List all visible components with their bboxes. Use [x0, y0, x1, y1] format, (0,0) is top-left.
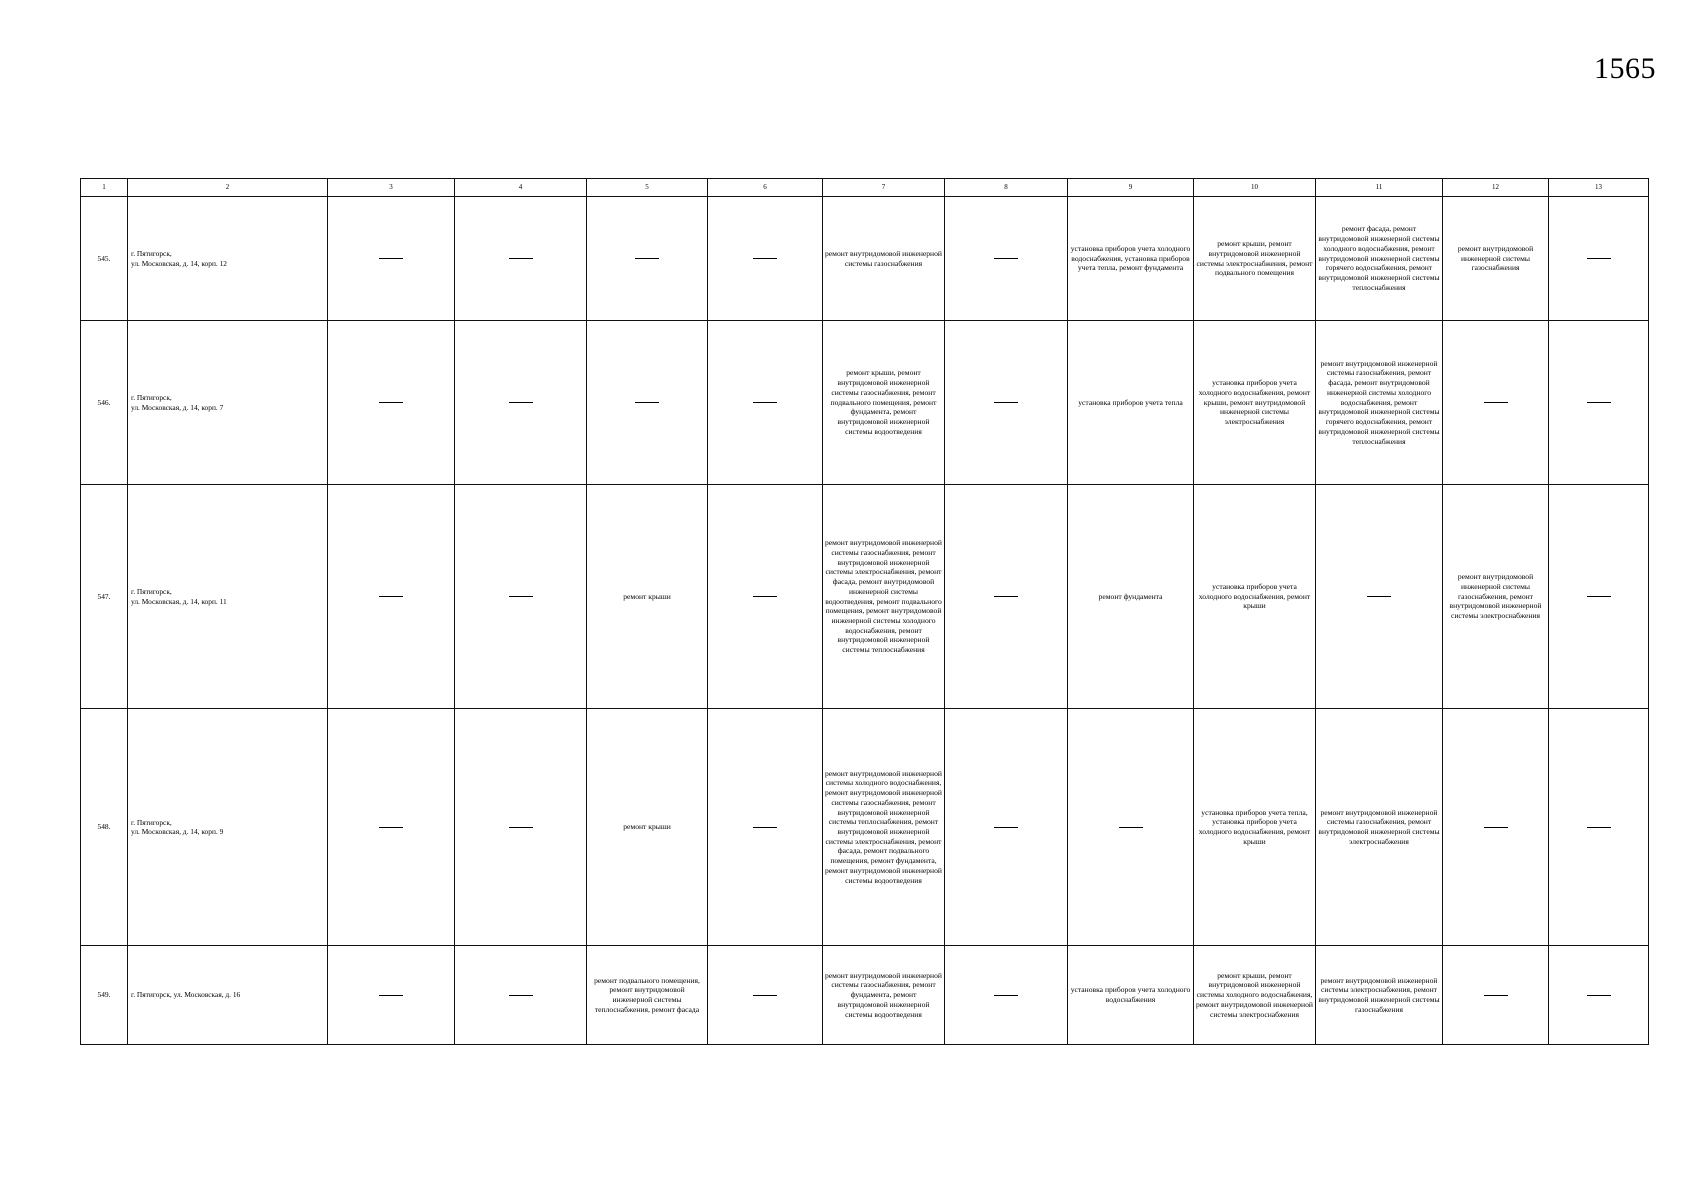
empty-cell	[1549, 709, 1649, 946]
dash-mark	[994, 258, 1018, 259]
works-cell: установка приборов учета тепла	[1068, 321, 1194, 485]
works-cell: ремонт внутридомовой инженерной системы газоснабжения, ремонт фундамента, ремонт внутридомовой инженерной системы водоотведения	[823, 946, 945, 1045]
column-header: 8	[945, 179, 1068, 197]
works-cell: ремонт внутридомовой инженерной системы электроснабжения, ремонт внутридомовой инженерной системы газоснабжения	[1316, 946, 1443, 1045]
address-cell	[128, 321, 328, 485]
column-header: 9	[1068, 179, 1194, 197]
works-cell: ремонт внутридомовой инженерной системы газоснабжения, ремонт внутридомовой инженерной системы электроснабжения	[1443, 485, 1549, 709]
empty-cell	[455, 197, 587, 321]
address-cell	[128, 485, 328, 709]
empty-cell	[328, 321, 455, 485]
works-cell: ремонт подвального помещения, ремонт внутридомовой инженерной системы теплоснабжения, ремонт фасада	[587, 946, 708, 1045]
dash-mark	[753, 258, 777, 259]
works-cell: ремонт крыши	[587, 485, 708, 709]
empty-cell	[328, 946, 455, 1045]
dash-mark	[509, 402, 533, 403]
empty-cell	[1068, 709, 1194, 946]
empty-cell	[587, 321, 708, 485]
dash-mark	[753, 995, 777, 996]
works-cell: ремонт внутридомовой инженерной системы газоснабжения	[1443, 197, 1549, 321]
dash-mark	[994, 402, 1018, 403]
row-number: 549.	[81, 946, 128, 1045]
works-cell: ремонт фундамента	[1068, 485, 1194, 709]
works-cell: ремонт внутридомовой инженерной системы холодного водоснабжения, ремонт внутридомовой инженерной системы газоснабжения, ремонт внутридомовой инженерной системы теплоснабжения, ремонт внутридомовой инженерной системы электроснабжения, ремонт фасада, ремонт подвального помещения, ремонт фундамента, ремонт внутридомовой инженерной системы водоотведения	[823, 709, 945, 946]
address-cell	[128, 709, 328, 946]
empty-cell	[328, 197, 455, 321]
address-line: ул. Московская, д. 14, корп. 7	[131, 402, 224, 412]
works-cell: установка приборов учета холодного водоснабжения, ремонт крыши	[1194, 485, 1316, 709]
address-line: г. Пятигорск, ул. Московская, д. 16	[131, 990, 241, 1000]
works-cell: ремонт фасада, ремонт внутридомовой инженерной системы холодного водоснабжения, ремонт внутридомовой инженерной системы горячего водоснабжения, ремонт внутридомовой инженерной системы теплоснабжения	[1316, 197, 1443, 321]
works-cell: ремонт внутридомовой инженерной системы газоснабжения, ремонт внутридомовой инженерной системы электроснабжения	[1316, 709, 1443, 946]
column-header: 12	[1443, 179, 1549, 197]
empty-cell	[945, 197, 1068, 321]
empty-cell	[708, 321, 823, 485]
column-header: 10	[1194, 179, 1316, 197]
works-cell: установка приборов учета тепла, установка приборов учета холодного водоснабжения, ремонт крыши	[1194, 709, 1316, 946]
dash-mark	[994, 596, 1018, 597]
empty-cell	[328, 485, 455, 709]
dash-mark	[753, 827, 777, 828]
empty-cell	[587, 197, 708, 321]
dash-mark	[379, 995, 403, 996]
column-header: 6	[708, 179, 823, 197]
dash-mark	[994, 995, 1018, 996]
column-header: 11	[1316, 179, 1443, 197]
dash-mark	[509, 995, 533, 996]
empty-cell	[1443, 709, 1549, 946]
address-cell	[128, 946, 328, 1045]
table-row	[81, 946, 1649, 1045]
empty-cell	[945, 709, 1068, 946]
table-row	[81, 485, 1649, 709]
empty-cell	[455, 321, 587, 485]
works-cell: ремонт крыши, ремонт внутридомовой инженерной системы холодного водоснабжения, ремонт внутридомовой инженерной системы электроснабжения	[1194, 946, 1316, 1045]
address-line: г. Пятигорск,	[131, 249, 172, 259]
empty-cell	[708, 197, 823, 321]
empty-cell	[1316, 485, 1443, 709]
empty-cell	[455, 485, 587, 709]
dash-mark	[379, 827, 403, 828]
empty-cell	[455, 946, 587, 1045]
row-number: 545.	[81, 197, 128, 321]
works-cell: установка приборов учета холодного водоснабжения, установка приборов учета тепла, ремонт фундамента	[1068, 197, 1194, 321]
dash-mark	[1587, 995, 1611, 996]
dash-mark	[753, 402, 777, 403]
column-header: 5	[587, 179, 708, 197]
row-number: 546.	[81, 321, 128, 485]
empty-cell	[1549, 197, 1649, 321]
column-number-row	[81, 179, 1649, 197]
address-line: г. Пятигорск,	[131, 817, 172, 827]
dash-mark	[1484, 827, 1508, 828]
address-line: г. Пятигорск,	[131, 587, 172, 597]
empty-cell	[708, 485, 823, 709]
empty-cell	[945, 946, 1068, 1045]
column-header: 13	[1549, 179, 1649, 197]
works-cell: ремонт внутридомовой инженерной системы газоснабжения, ремонт фасада, ремонт внутридомовой инженерной системы холодного водоснабжения, ремонт внутридомовой инженерной системы горячего водоснабжения, ремонт внутридомовой инженерной системы теплоснабжения	[1316, 321, 1443, 485]
empty-cell	[1443, 946, 1549, 1045]
works-cell: ремонт крыши, ремонт внутридомовой инженерной системы газоснабжения, ремонт подвального помещения, ремонт фундамента, ремонт внутридомовой инженерной системы водоотведения	[823, 321, 945, 485]
dash-mark	[379, 258, 403, 259]
register-table	[80, 178, 1649, 1045]
column-header: 2	[128, 179, 328, 197]
works-cell: ремонт внутридомовой инженерной системы газоснабжения	[823, 197, 945, 321]
column-header: 1	[81, 179, 128, 197]
page-number: 1565	[1594, 52, 1656, 85]
dash-mark	[635, 258, 659, 259]
table-row	[81, 197, 1649, 321]
table-row	[81, 321, 1649, 485]
works-cell: ремонт крыши	[587, 709, 708, 946]
dash-mark	[994, 827, 1018, 828]
dash-mark	[379, 596, 403, 597]
dash-mark	[1587, 596, 1611, 597]
address-cell	[128, 197, 328, 321]
row-number: 547.	[81, 485, 128, 709]
dash-mark	[1587, 402, 1611, 403]
dash-mark	[509, 596, 533, 597]
address-line: ул. Московская, д. 14, корп. 9	[131, 827, 224, 836]
dash-mark	[1119, 827, 1143, 828]
column-header: 7	[823, 179, 945, 197]
dash-mark	[1587, 827, 1611, 828]
dash-mark	[509, 258, 533, 259]
empty-cell	[328, 709, 455, 946]
dash-mark	[1484, 995, 1508, 996]
empty-cell	[708, 709, 823, 946]
dash-mark	[635, 402, 659, 403]
dash-mark	[753, 596, 777, 597]
empty-cell	[1549, 946, 1649, 1045]
address-line: ул. Московская, д. 14, корп. 11	[131, 596, 227, 606]
works-cell: ремонт внутридомовой инженерной системы газоснабжения, ремонт внутридомовой инженерной системы электроснабжения, ремонт фасада, ремонт внутридомовой инженерной системы водоотведения, ремонт подвального помещения, ремонт внутридомовой инженерной системы холодного водоснабжения, ремонт внутридомовой инженерной системы теплоснабжения	[823, 485, 945, 709]
empty-cell	[1443, 321, 1549, 485]
works-cell: установка приборов учета холодного водоснабжения, ремонт крыши, ремонт внутридомовой инженерной системы электроснабжения	[1194, 321, 1316, 485]
empty-cell	[945, 485, 1068, 709]
row-number: 548.	[81, 709, 128, 946]
dash-mark	[509, 827, 533, 828]
works-cell: установка приборов учета холодного водоснабжения	[1068, 946, 1194, 1045]
empty-cell	[708, 946, 823, 1045]
column-header: 4	[455, 179, 587, 197]
dash-mark	[1587, 258, 1611, 259]
dash-mark	[1484, 402, 1508, 403]
works-cell: ремонт крыши, ремонт внутридомовой инженерной системы электроснабжения, ремонт подвального помещения	[1194, 197, 1316, 321]
dash-mark	[379, 402, 403, 403]
empty-cell	[455, 709, 587, 946]
table-row	[81, 709, 1649, 946]
empty-cell	[1549, 321, 1649, 485]
address-line: г. Пятигорск,	[131, 393, 172, 403]
empty-cell	[945, 321, 1068, 485]
column-header: 3	[328, 179, 455, 197]
empty-cell	[1549, 485, 1649, 709]
dash-mark	[1367, 596, 1391, 597]
address-line: ул. Московская, д. 14, корп. 12	[131, 258, 227, 268]
